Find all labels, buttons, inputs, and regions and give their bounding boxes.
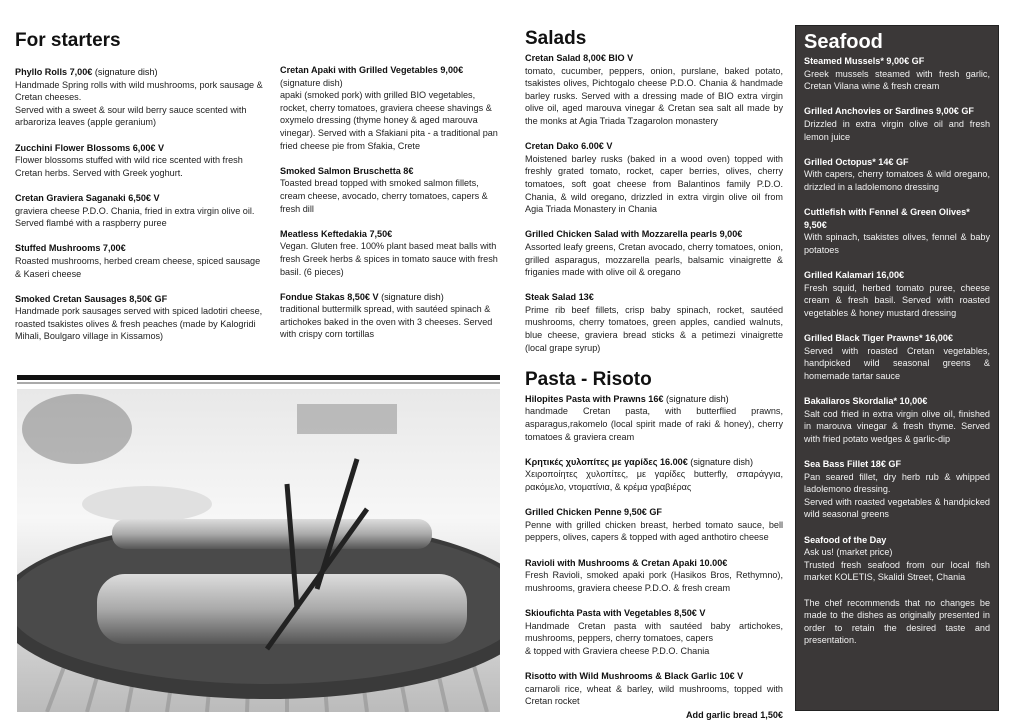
item-description: Handmade pork sausages served with spiced ladotiri cheese, roasted tsakistes olives & fresh peaches (made by Kalogridi Mihali, Boulgaro village in Kissamos) xyxy=(15,306,263,342)
item-name-price: Meatless Keftedakia 7,50€ xyxy=(280,228,393,239)
item-name-price: Sea Bass Fillet 18€ GF xyxy=(804,459,902,469)
item-title xyxy=(525,456,783,469)
menu-item xyxy=(15,293,263,343)
item-description: Trusted fresh seafood from our local fish market KOLETIS, Skalidi Street, Chania xyxy=(804,559,990,583)
item-name-price: Risotto with Wild Mushrooms & Black Garlic 10€ V xyxy=(525,670,744,681)
menu-item xyxy=(804,269,990,319)
item-title xyxy=(804,269,990,282)
menu-item xyxy=(804,597,990,647)
item-title xyxy=(15,242,263,255)
divider-thin xyxy=(17,382,500,384)
menu-item xyxy=(525,228,783,278)
menu-item xyxy=(525,607,783,657)
item-name-price: Steamed Mussels* 9,00€ GF xyxy=(804,56,925,66)
item-description: With capers, cherry tomatoes & wild oregano, drizzled in a ladolemono dressing xyxy=(804,169,990,192)
item-description: apaki (smoked pork) with grilled BIO vegetables, rocket, cherry tomatoes, graviera cheese shavings & oxymelo dressing (thyme honey & aged marouva vinegar). Served with a Sfakiani pita - a traditional pan fried cheese pie from Sfakia, Crete xyxy=(280,90,498,151)
item-title xyxy=(804,458,990,471)
section-heading: Seafood xyxy=(804,31,883,53)
menu-item xyxy=(804,395,990,445)
item-description: Fresh Ravioli, smoked apaki pork (Hasikos Bros, Rethymno), mushrooms, graviera cheese P.D.O. & fresh cream xyxy=(525,570,783,593)
item-title xyxy=(804,105,990,118)
item-description: Salt cod fried in extra virgin olive oil, finished in marouva vinegar & fresh thyme. Served with fried potato wedges & garlic-dip xyxy=(804,408,990,444)
item-description: handmade Cretan pasta, with butterflied prawns, asparagus,rakomelo (local spirit made of raki & honey), cherry tomatoes & graviera cream xyxy=(525,406,783,442)
menu-item xyxy=(280,64,502,152)
item-description: Fresh squid, herbed tomato puree, cheese cream & fresh basil. Served with roasted vegetables & honey mustard dressing xyxy=(804,282,990,318)
item-description: Handmade Spring rolls with wild mushrooms, pork sausage & Cretan cheeses. xyxy=(15,79,263,103)
item-description: Roasted mushrooms, herbed cream cheese, spiced sausage & Kaseri cheese xyxy=(15,255,261,279)
item-title xyxy=(15,142,263,155)
menu-item xyxy=(804,55,990,93)
item-name-price: Grilled Kalamari 16,00€ xyxy=(804,270,905,281)
item-name-price: Cuttlefish with Fennel & Green Olives* 9,50€ xyxy=(804,207,970,230)
menu-item xyxy=(15,66,263,129)
menu-item xyxy=(804,105,990,143)
item-description: Handmade Cretan pasta with sautéed baby artichokes, mushrooms, peppers, cherry tomatoes, capers xyxy=(525,620,783,644)
item-name-price: Skioufichta Pasta with Vegetables 8,50€ V xyxy=(525,607,706,618)
item-description: Prime rib beef fillets, crisp baby spinach, rocket, sautéed mushrooms, cherry tomatoes, green apples, candied walnuts, blue cheese, graviera bread sticks & a petimezi vinaigrette (local grape syrup) xyxy=(525,304,783,353)
item-title xyxy=(804,55,990,68)
item-name-price: Hilopites Pasta with Prawns 16€ xyxy=(525,393,664,404)
item-description: Greek mussels steamed with fresh garlic, Cretan Vilana wine & fresh cream xyxy=(804,68,990,92)
seafood-panel xyxy=(795,25,999,711)
item-title xyxy=(804,534,990,547)
item-name-price: Cretan Apaki with Grilled Vegetables 9,00€ xyxy=(280,65,464,75)
item-description: tomato, cucumber, peppers, onion, purslane, baked potato, tsakistes olives, Pichtogalo cheese P.D.O. Chania & handmade barley rusks. Served with a dressing made of BIO extra virgin olive oil, aged marouva vinegar & Cretan sea salt all made by the monks at Agia Triada Tzagarolon monastery xyxy=(525,65,783,126)
item-title xyxy=(525,228,783,241)
item-name-price: Seafood of the Day xyxy=(804,534,887,545)
divider-thick xyxy=(17,375,500,380)
item-name-price: Cretan Dako 6.00€ V xyxy=(525,141,613,152)
menu-item xyxy=(804,458,990,521)
item-description: Served with a sweet & sour wild berry sauce scented with arbaroriza leaves (apple geranium) xyxy=(15,104,247,128)
item-title xyxy=(804,395,990,408)
item-title xyxy=(280,228,502,241)
item-title xyxy=(15,293,263,306)
phyllo-rolls-photo xyxy=(17,389,500,712)
item-name-price: Grilled Black Tiger Prawns* 16,00€ xyxy=(804,333,953,344)
item-title xyxy=(15,66,263,79)
item-title xyxy=(525,670,783,683)
item-description: Toasted bread topped with smoked salmon fillets, cream cheese, avocado, cherry tomatoes, capers & fresh dill xyxy=(280,178,488,214)
menu-item xyxy=(525,291,783,354)
menu-item xyxy=(804,332,990,382)
menu-item xyxy=(280,165,502,215)
menu-item xyxy=(804,156,990,194)
item-description: Χειροποίητες χυλοπίτες, με γαρίδες butterfly, σπαράγγια, ρακόμελο, ντοματίνια, & κρέμα γραβιέρας xyxy=(525,469,783,492)
salads-pasta-column xyxy=(525,26,783,722)
menu-item xyxy=(525,456,783,494)
menu-item xyxy=(525,393,783,443)
item-description: Assorted leafy greens, Cretan avocado, cherry tomatoes, onion, grilled asparagus, mozzarella pearls, balsamic vinaigrette & friganies made with olive oil & oregano xyxy=(525,241,783,278)
item-note: (signature dish) xyxy=(663,393,729,404)
item-name-price: Smoked Cretan Sausages 8,50€ GF xyxy=(15,293,168,304)
menu-item xyxy=(280,228,502,278)
garlic-bread-note: Add garlic bread 1,50€ xyxy=(685,710,783,721)
item-description: The chef recommends that no changes be made to the dishes as originally presented in order to retain the desired taste and presentation. xyxy=(804,597,990,646)
starters-column xyxy=(15,28,263,356)
item-title xyxy=(525,291,783,304)
menu-item xyxy=(804,534,990,584)
item-description: Served with roasted Cretan vegetables, handpicked wild seasonal greens & homemade tartar sauce xyxy=(804,345,990,381)
menu-item xyxy=(525,52,783,128)
item-description: carnaroli rice, wheat & barley, wild mushrooms, topped with Cretan rocket xyxy=(525,683,783,707)
item-title xyxy=(525,607,783,620)
item-title xyxy=(804,332,990,345)
menu-item xyxy=(15,142,263,180)
menu-item xyxy=(804,206,990,256)
item-description: Penne with grilled chicken breast, herbed tomato sauce, bell peppers, olives, capers & topped with aged anthotiro cheese xyxy=(525,519,783,543)
menu-item xyxy=(525,670,783,708)
item-description: & topped with Graviera cheese P.D.O. Chania xyxy=(525,645,710,656)
starters-column-2 xyxy=(280,64,502,354)
item-title xyxy=(280,165,502,178)
item-name-price: Smoked Salmon Bruschetta 8€ xyxy=(280,165,414,176)
menu-item xyxy=(15,242,263,280)
item-name-price: Grilled Chicken Penne 9,50€ GF xyxy=(525,507,662,518)
item-description: Served with roasted vegetables & handpicked wild seasonal greens xyxy=(804,496,990,520)
item-title xyxy=(525,506,783,519)
section-heading: Pasta - Risoto xyxy=(525,368,652,390)
item-name-price: Bakaliaros Skordalia* 10,00€ xyxy=(804,396,928,407)
item-name-price: Ravioli with Mushrooms & Cretan Apaki 10.00€ xyxy=(525,557,728,568)
section-heading: Salads xyxy=(525,28,587,49)
item-title xyxy=(525,140,783,153)
item-title xyxy=(525,393,783,406)
item-name-price: Steak Salad 13€ xyxy=(525,292,594,303)
item-description: Drizzled in extra virgin olive oil and fresh lemon juice xyxy=(804,118,990,142)
item-name-price: Grilled Octopus* 14€ GF xyxy=(804,156,909,167)
item-description: Vegan. Gluten free. 100% plant based meat balls with fresh Greek herbs & spices in tomato sauce with fresh basil. (6 pieces) xyxy=(280,241,498,277)
menu-item xyxy=(525,557,783,595)
item-description: traditional buttermilk spread, with sautéed spinach & artichokes baked in the oven with 3 cheeses. Served with crispy corn tortillas xyxy=(280,304,493,340)
item-name-price: Grilled Chicken Salad with Mozzarella pearls 9,00€ xyxy=(525,229,743,240)
section-heading: For starters xyxy=(15,30,121,51)
item-description: With spinach, tsakistes olives, fennel & baby potatoes xyxy=(804,232,990,255)
item-title xyxy=(280,291,502,304)
item-title xyxy=(804,206,990,231)
menu-item xyxy=(525,140,783,216)
menu-item xyxy=(525,506,783,544)
item-title xyxy=(15,192,263,205)
item-name-price: Phyllo Rolls 7,00€ xyxy=(15,67,93,77)
item-description: Ask us! (market price) xyxy=(804,547,893,558)
item-description: Flower blossoms stuffed with wild rice scented with fresh Cretan herbs. Served with Greek yoghurt. xyxy=(15,155,243,178)
item-name-price: Cretan Graviera Saganaki 6,50€ V xyxy=(15,192,160,203)
item-description: Pan seared fillet, dry herb rub & whipped ladolemono dressing. xyxy=(804,471,990,495)
item-title xyxy=(525,557,783,570)
item-name-price: Fondue Stakas 8,50€ V xyxy=(280,291,379,302)
item-name-price: Zucchini Flower Blossoms 6,00€ V xyxy=(15,142,165,153)
menu-item xyxy=(280,291,502,341)
item-name-price: Κρητικές χυλοπίτες με γαρίδες 16.00€ xyxy=(525,456,688,467)
item-title xyxy=(525,52,783,65)
item-name-price: Grilled Anchovies or Sardines 9,00€ GF xyxy=(804,106,974,117)
item-name-price: Cretan Salad 8,00€ BIO V xyxy=(525,53,634,63)
item-title xyxy=(804,156,990,169)
item-name-price: Stuffed Mushrooms 7,00€ xyxy=(15,243,126,254)
item-note: (signature dish) xyxy=(92,67,158,77)
menu-item xyxy=(15,192,263,230)
item-title xyxy=(280,64,502,77)
item-description: graviera cheese P.D.O. Chania, fried in extra virgin olive oil. Served flambé with a raspberry puree xyxy=(15,205,255,229)
item-description: Moistened barley rusks (baked in a wood oven) topped with freshly grated tomato, rocket, caper berries, olives, cherry tomatoes, soft goat cheese from Balantinos family P.D.O. Chania, & wild oregano, drizzled in extra virgin olive oil from Agia Triada Monastery in Chania xyxy=(525,153,783,215)
item-description: (signature dish) xyxy=(280,77,343,88)
item-note: (signature dish) xyxy=(687,456,753,467)
item-note: (signature dish) xyxy=(378,291,444,302)
